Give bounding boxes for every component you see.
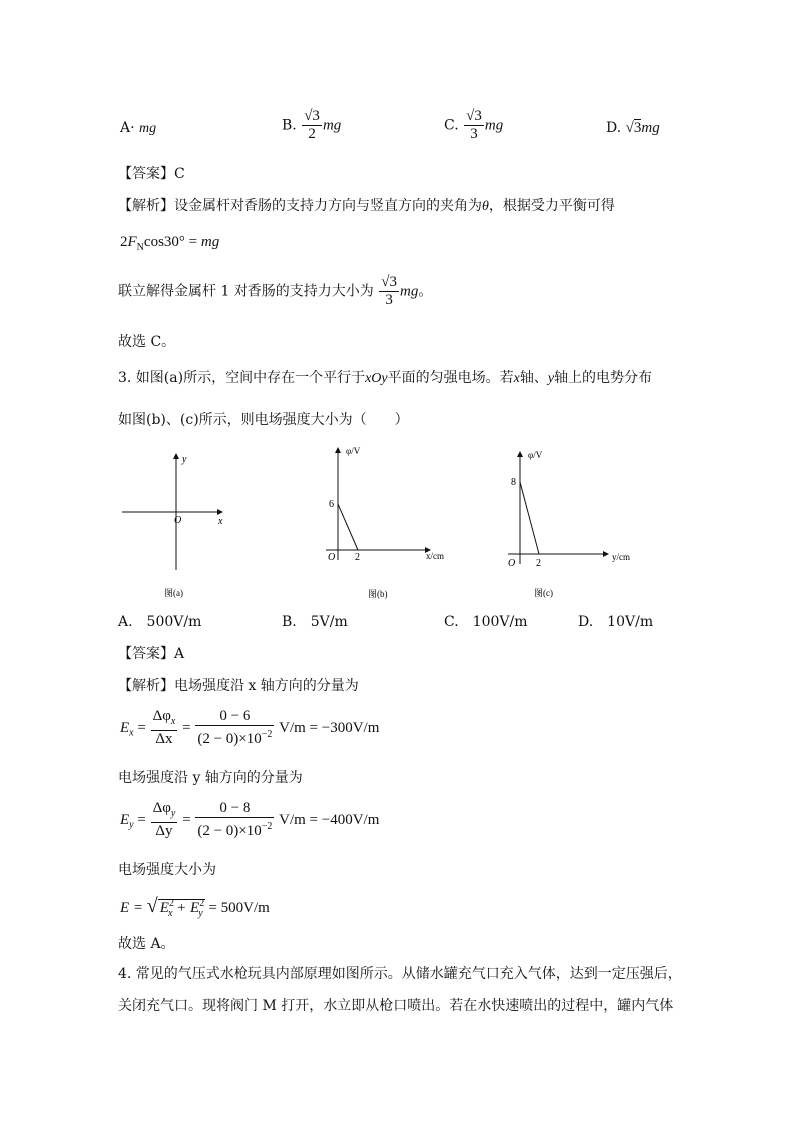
q3-analysis-ex-intro: 【解析】电场强度沿 x 轴方向的分量为 (118, 678, 359, 694)
q3-stem-line1: 3. 如图(a)所示，空间中存在一个平行于xOy平面的匀强电场。若x轴、y轴上的电势分布 (118, 370, 653, 386)
figure-a-origin: O (174, 515, 182, 526)
figure-c-x-tick: 2 (536, 558, 541, 569)
q3-e-equation: E = √ $E^2_x + E^2_y = 500V/m$ (120, 895, 270, 919)
figure-c (500, 446, 640, 606)
figure-b-origin: O (328, 552, 336, 563)
q2-choose: 故选 C。 (118, 334, 176, 350)
figure-c-y-tick: 8 (511, 477, 516, 488)
figure-b-series-line (338, 504, 358, 550)
q3-option-d: D. 10V/m (578, 614, 654, 630)
q2-analysis-line1: 【解析】设金属杆对香肠的支持力方向与竖直方向的夹角为θ，根据受力平衡可得 (118, 198, 615, 214)
figure-a (118, 448, 238, 608)
q2-analysis-line3: 联立解得金属杆 1 对香肠的支持力大小为 $\frac{√3}{3}$ mg。 (118, 274, 433, 308)
figure-b-y-label: φ/V (346, 446, 361, 456)
figure-b-x-label: x/cm (426, 551, 444, 561)
q3-ey-equation: $E_y$ = $\frac{\Delta\varphi_y}{\Delta y}$ = $\frac{0 - 8}{(2 - 0)\times 10^{-2}}$ V/m = −400V/m (120, 800, 380, 839)
q3-option-b: B. 5V/m (282, 614, 348, 630)
q2-option-b: B. $\frac{√3}{2}$ mg (282, 108, 342, 142)
figure-b-y-tick: 6 (329, 499, 334, 510)
q3-option-c: C. 100V/m (444, 614, 528, 630)
q3-choose: 故选 A。 (118, 936, 175, 952)
q2-option-c: C. $\frac{√3}{3}$ mg (444, 108, 504, 142)
q3-analysis-ey-intro: 电场强度沿 y 轴方向的分量为 (118, 770, 303, 786)
figure-a-y-label: y (182, 454, 187, 465)
q4-stem-line1: 4. 常见的气压式水枪玩具内部原理如图所示。从储水罐充气口充入气体，达到一定压强后， (118, 966, 682, 982)
figure-a-caption: 图(a) (164, 588, 183, 598)
q2-equation: $2F_N\cos 30^\circ$ = mg (120, 234, 220, 253)
q3-ex-equation: $E_x$ = $\frac{\Delta\varphi_x}{\Delta x}$ = $\frac{0 - 6}{(2 - 0)\times 10^{-2}}$ V/m = −300V/m (120, 708, 380, 747)
q3-option-a: A. 500V/m (118, 614, 202, 630)
figure-c-x-label: y/cm (612, 552, 630, 562)
q2-answer: 【答案】C (118, 166, 185, 182)
figure-c-series-line (520, 482, 539, 554)
figure-b-x-tick: 2 (355, 552, 360, 563)
figure-b-caption: 图(b) (368, 589, 388, 599)
figure-c-y-label: φ/V (528, 450, 543, 460)
figure-a-x-label: x (218, 516, 223, 527)
q2-option-d: D. √3mg (606, 120, 660, 136)
figure-c-origin: O (508, 558, 516, 569)
figure-b (318, 440, 458, 606)
q2-option-a: A· mg (120, 120, 157, 136)
q4-stem-line2: 关闭充气口。现将阀门 M 打开，水立即从枪口喷出。若在水快速喷出的过程中，罐内气体 (118, 998, 674, 1014)
q3-answer: 【答案】A (118, 646, 185, 662)
q3-stem-line2: 如图(b)、(c)所示，则电场强度大小为（ ） (118, 412, 409, 428)
q2-option-a-expr: mg (139, 121, 157, 136)
q3-analysis-e-intro: 电场强度大小为 (118, 862, 216, 878)
figure-c-caption: 图(c) (534, 588, 553, 598)
